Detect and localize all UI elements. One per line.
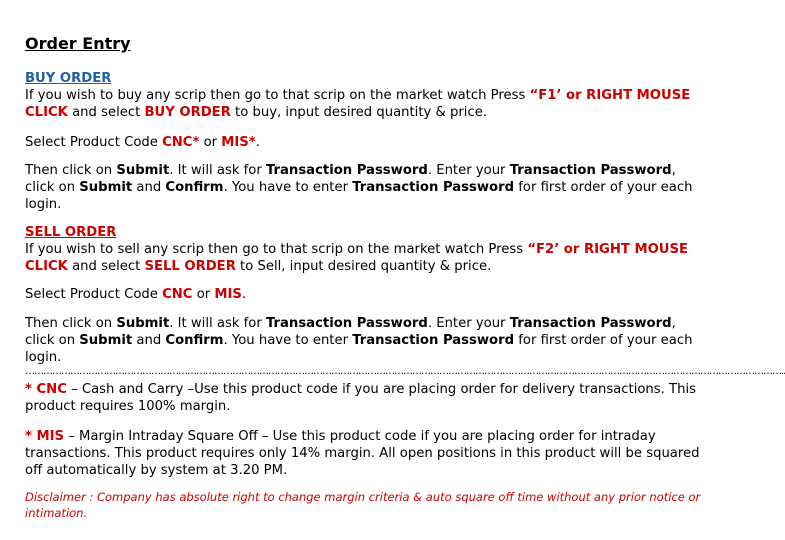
- text: Then click on: [25, 163, 117, 178]
- cnc-note: [25, 381, 705, 415]
- sell-action: SELL ORDER: [144, 259, 236, 274]
- page-title: Order Entry: [25, 34, 131, 53]
- sell-instructions: [25, 315, 705, 366]
- sell-text: and select: [67, 259, 145, 274]
- transaction-password-word: Transaction Password: [509, 316, 672, 331]
- confirm-word: Confirm: [165, 333, 224, 348]
- product-code-label: Select Product Code: [25, 135, 163, 150]
- cnc-description: – Cash and Carry –Use this product code if you are placing order for delivery transactions. This product requires 100% margin.: [25, 382, 696, 414]
- buy-order-section: [25, 70, 705, 121]
- disclaimer: Disclaimer : Company has absolute right to change margin criteria & auto square off time without any prior notice or intimation.: [25, 490, 701, 520]
- text: for first order of your each login.: [25, 180, 693, 212]
- buy-action: BUY ORDER: [144, 105, 231, 120]
- mis-description: – Margin Intraday Square Off – Use this product code if you are placing order for intraday transactions. This product requires only 14% margin. All open positions in this product will be squared off automatically by system at 3.20 PM.: [25, 429, 700, 478]
- submit-word: Submit: [79, 333, 133, 348]
- transaction-password-word: Transaction Password: [509, 163, 672, 178]
- text: . It will ask for: [169, 163, 266, 178]
- mis-label: * MIS: [25, 429, 65, 444]
- mis-note: [25, 428, 705, 479]
- submit-word: Submit: [116, 163, 170, 178]
- sell-product-code: [25, 286, 705, 303]
- text: for first order of your each login.: [25, 333, 693, 365]
- buy-text: to buy, input desired quantity & price.: [230, 105, 487, 120]
- sell-text: If you wish to sell any scrip then go to that scrip on the market watch Press: [25, 242, 528, 257]
- dotted-separator: ………………………………………………………………………………………………………………………………………………………………………………………………………………………………..: [25, 366, 785, 377]
- text: . It will ask for: [169, 316, 266, 331]
- period: .: [255, 135, 260, 150]
- buy-text: and select: [67, 105, 145, 120]
- buy-instructions: [25, 162, 705, 213]
- code-cnc: CNC*: [162, 135, 200, 150]
- text: and: [132, 180, 166, 195]
- submit-word: Submit: [79, 180, 133, 195]
- text: and: [132, 333, 166, 348]
- sell-text: to Sell, input desired quantity & price.: [235, 259, 492, 274]
- buy-text: If you wish to buy any scrip then go to that scrip on the market watch Press: [25, 88, 530, 103]
- transaction-password-word: Transaction Password: [352, 180, 515, 195]
- cnc-label: * CNC: [25, 382, 67, 397]
- transaction-password-word: Transaction Password: [265, 163, 428, 178]
- text: . Enter your: [427, 316, 510, 331]
- code-mis: MIS*: [221, 135, 256, 150]
- text: . You have to enter: [223, 333, 353, 348]
- product-code-label: Select Product Code: [25, 287, 163, 302]
- or-text: or: [192, 287, 215, 302]
- sell-order-section: [25, 224, 705, 275]
- period: .: [241, 287, 247, 302]
- or-text: or: [199, 135, 222, 150]
- transaction-password-word: Transaction Password: [352, 333, 515, 348]
- sell-order-heading[interactable]: SELL ORDER: [25, 225, 117, 240]
- text: . You have to enter: [223, 180, 353, 195]
- submit-word: Submit: [116, 316, 170, 331]
- sell-key: “F2’ or RIGHT MOUSE CLICK: [25, 242, 689, 274]
- text: . Enter your: [427, 163, 510, 178]
- text: , click on: [25, 316, 676, 348]
- text: , click on: [25, 163, 676, 195]
- buy-key: “F1’ or RIGHT MOUSE CLICK: [25, 88, 691, 120]
- transaction-password-word: Transaction Password: [265, 316, 428, 331]
- code-cnc: CNC: [162, 287, 193, 302]
- buy-order-heading[interactable]: BUY ORDER: [25, 71, 112, 86]
- confirm-word: Confirm: [165, 180, 224, 195]
- code-mis: MIS: [214, 287, 242, 302]
- buy-product-code: [25, 134, 705, 151]
- text: Then click on: [25, 316, 117, 331]
